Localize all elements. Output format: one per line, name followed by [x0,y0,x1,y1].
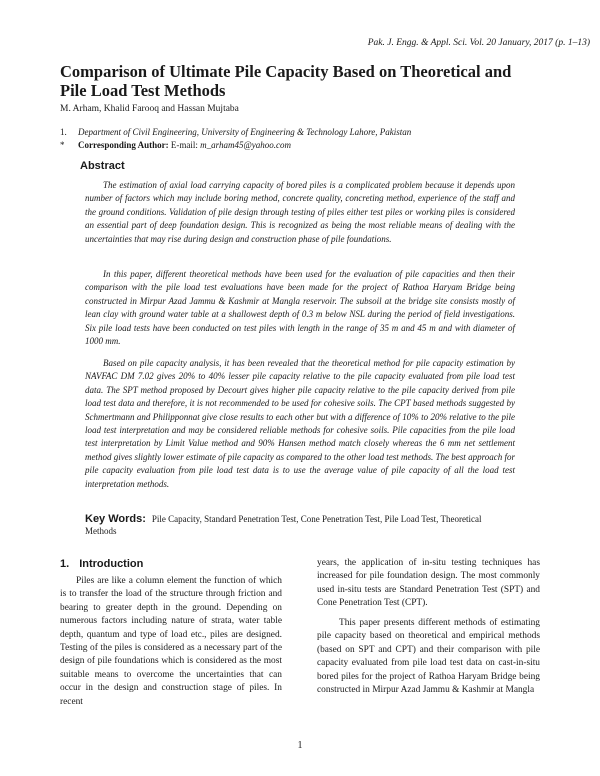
keywords-label: Key Words: [85,513,146,525]
abstract-paragraph-2: In this paper, different theoretical methods have been used for the evaluation of pile capacities and then their comparison with the pile load test evaluations have been made for the project of Rathoa Haryam Bridge being constructed in Mirpur Azad Jammu & Kashmir at Mangla reservoir. The subsoil at the bridge site consists mostly of lean clay with ground water table at a shallowest depth of 0.3 m below NSL during the period of field investigations. Six pile load tests have been conducted on test piles with length in the range of 35 m and 45 m and with diameter of 1000 mm. [85,269,515,347]
corresponding-author [60,140,291,150]
corresponding-label: Corresponding Author: [78,140,169,150]
journal-header: Pak. J. Engg. & Appl. Sci. Vol. 20 January, 2017 (p. 1–13) [367,38,590,48]
affiliation-marker: 1. [60,127,67,137]
abstract-paragraph-1: The estimation of axial load carrying capacity of bored piles is a complicated problem because it depends upon number of factors which may include boring method, concrete quality, concreting method, experience of the staff and the ground conditions. Validation of pile design through testing of piles either test piles or working piles is considered an essential part of deep foundation design. This is recognized as being the most reliable means of dealing with the uncertainties that may rise during design and construction phase of pile foundations. [85,180,515,244]
page-number: 1 [297,740,303,751]
section-number: 1. [60,558,70,570]
introduction-heading [60,558,143,570]
section-title: Introduction [79,558,144,570]
author-list: M. Arham, Khalid Farooq and Hassan Mujtaba [60,104,239,114]
abstract-heading: Abstract [80,160,125,172]
keywords-section [85,513,515,537]
intro-right-column-paragraph-2: This paper presents different methods of estimating pile capacity based on theoretical and empirical methods (based on SPT and CPT) and their comparison with pile capacity evaluated from pile load test data on cast-in-situ bored piles for the project of Rathoa Haryam Bridge being constructed in Mirpur Azad Jammu & Kashmir at Mangla [317,618,540,696]
intro-left-column: Piles are like a column element the function of which is to transfer the load of the structure through friction and bearing to greater depth in the ground. Depending on numerous factors including nature of strata, water table depth, quantum and type of load etc., piles are designed. Testing of the piles is considered as a necessary part of the design of pile foundations which is considered as the most suitable means to overcome the uncertainties that can occur in the design and construction stage of piles. In recent [60,576,282,707]
keywords-text: Pile Capacity, Standard Penetration Test, Cone Penetration Test, Pile Load Test, Theoretical Methods [85,514,482,536]
intro-right-column-paragraph-1: years, the application of in-situ testing techniques has increased for pile foundation design. The most commonly used in-situ tests are Standard Penetration Test (SPT) and Cone Penetration Test (CPT). [317,558,540,609]
corresponding-marker: * [60,140,65,150]
affiliation-text: Department of Civil Engineering, University of Engineering & Technology Lahore, Pakistan [78,127,412,137]
email-link[interactable]: m_arham45@yahoo.com [200,140,291,150]
affiliation-1 [60,127,411,137]
paper-title: Comparison of Ultimate Pile Capacity Based on Theoretical and Pile Load Test Methods [60,62,512,100]
abstract-paragraph-3: Based on pile capacity analysis, it has been revealed that the theoretical method for pile capacity estimation by NAVFAC DM 7.02 gives 20% to 40% lesser pile capacity relative to the pile capacity evaluated from pile load test data. The SPT method proposed by Decourt gives higher pile capacity relative to the pile capacity derived from pile load test data and therefore, it is not recommended to be used for cohesive soils. The CPT based methods suggested by Schmertmann and Philipponnat give close results to each other but with a difference of 10% to 20% relative to the pile load test interpretation and may be considered reliable methods for cohesive soils. Pile capacities from the pile load test interpretation by Limit Value method and 90% Hansen method match closely whereas the 6 mm net settlement method gives slightly lower estimate of pile capacity as compared to the other load test methods. The best approach for pile capacity evaluation from pile load test data is to use the average value of pile capacity of all the load test interpretation methods. [85,358,515,489]
email-prefix: E-mail: [170,140,198,150]
